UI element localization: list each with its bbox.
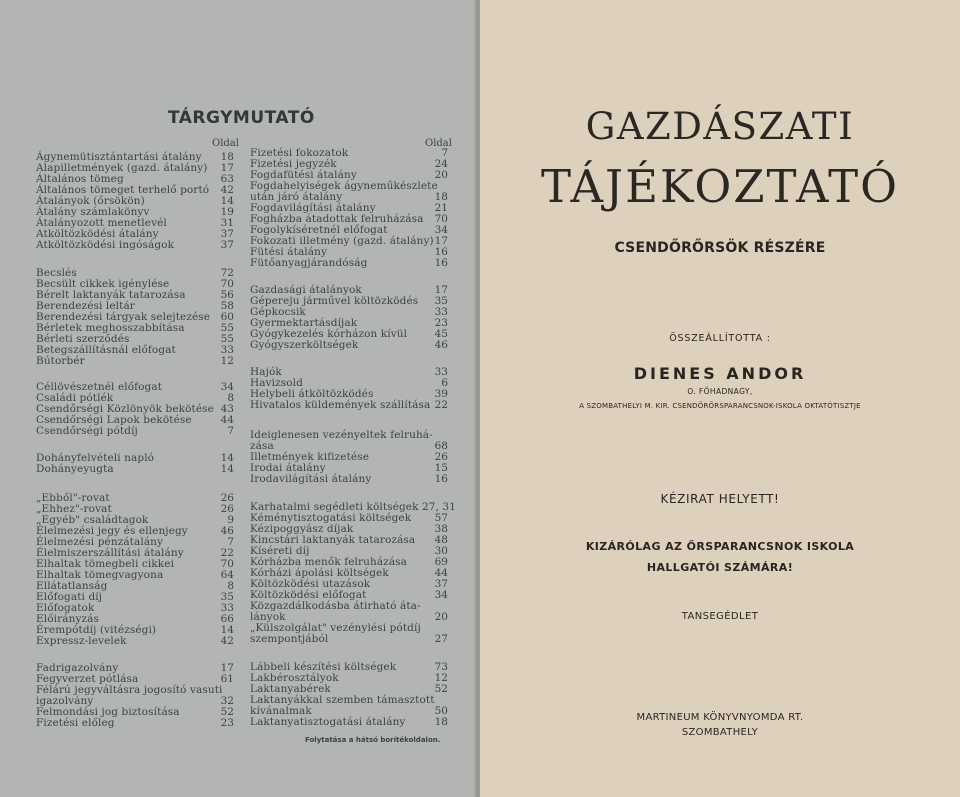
index-entry: Gyermektartásdíjak (250, 317, 358, 329)
index-page-number: 55 (220, 333, 234, 345)
index-page-number: 17 (220, 662, 234, 674)
index-page-number: 39 (434, 388, 448, 400)
index-entry: Atköltözködési ingóságok (36, 239, 175, 251)
index-page-number: 60 (220, 311, 234, 323)
index-entry: Átalányozott menetlevél (36, 217, 167, 229)
index-entry: Csendőrségi pótdíj (36, 425, 138, 437)
index-page-number: 12 (434, 672, 448, 684)
index-page-number: 38 (434, 523, 448, 535)
index-page-number: 12 (220, 355, 234, 367)
index-page-number: 43 (220, 403, 234, 415)
index-entry: Laktanyákkal szemben támasztott (250, 694, 435, 706)
index-page-number: 16 (434, 473, 448, 485)
index-entry: Elhaltak tömegvagyona (36, 569, 164, 581)
index-entry: Kórházi ápolási költségek (250, 567, 389, 579)
index-page-number: 44 (434, 567, 448, 579)
index-entry: után járó átalány (250, 191, 343, 203)
index-page-number: 9 (227, 514, 234, 526)
index-page-number: 35 (434, 295, 448, 307)
index-entry: Hivatalos küldemények szállítása (250, 399, 431, 411)
index-page-number: 26 (434, 451, 448, 463)
index-entry: Helybeli átköltözködés (250, 388, 374, 400)
index-entry: Átalány számlakönyv (36, 206, 150, 218)
index-page-number: 48 (434, 534, 448, 546)
index-page-number: 61 (220, 673, 234, 685)
index-entry: zása (250, 440, 274, 452)
index-entry: Költözködési előfogat (250, 589, 367, 601)
index-page-number: 45 (434, 328, 448, 340)
index-entry: Bérelt laktanyák tatarozása (36, 289, 186, 301)
index-page-number: 14 (220, 624, 234, 636)
index-entry: „Ebből"-rovat (36, 492, 110, 504)
author-rank: O. FŐHADNAGY, (687, 387, 753, 396)
index-entry: Fütőanyagjárandóság (250, 257, 368, 269)
index-page-number: 52 (220, 706, 234, 718)
index-entry: Fogházba átadottak felruházása (250, 213, 424, 225)
index-entry: Ágynemütisztántartási átalány (36, 151, 202, 163)
index-page-number: 34 (434, 589, 448, 601)
index-page-number: 18 (434, 191, 448, 203)
index-page-number: 33 (434, 366, 448, 378)
index-entry: Laktanyabérek (250, 683, 331, 695)
index-page-number: 46 (220, 525, 234, 537)
index-entry: Fizetési előleg (36, 717, 115, 729)
index-page-number: 26 (220, 503, 234, 515)
index-page-number: 18 (434, 716, 448, 728)
index-page-number: 22 (434, 399, 448, 411)
index-entry: Élelmezési jegy és ellenjegy (36, 525, 188, 537)
index-entry: Kíséreti díj (250, 545, 310, 557)
index-page-number: 17 (220, 162, 234, 174)
index-entry: Bútorbér (36, 355, 85, 367)
index-entry: Illetmények kifizetése (250, 451, 370, 463)
index-page-number: 33 (220, 602, 234, 614)
index-entry: Átalányok (őrsökön) (36, 195, 145, 207)
index-entry: Költözködési utazások (250, 578, 371, 590)
publisher: MARTINEUM KÖNYVNYOMDA RT. (636, 712, 804, 723)
index-entry: Alapilletmények (gazd. átalány) (36, 162, 208, 174)
index-entry: Berendezési leltár (36, 300, 135, 312)
index-page-number: 7 (227, 425, 234, 437)
index-page-number: 56 (220, 289, 234, 301)
index-entry: Ideiglenesen vezényeltek felruhá- (250, 429, 433, 441)
index-entry: lányok (250, 611, 286, 623)
index-entry: Fizetési fokozatok (250, 147, 349, 159)
index-page-number: 27 (434, 633, 448, 645)
index-page-number: 55 (220, 322, 234, 334)
index-page-number: 16 (434, 246, 448, 258)
index-page-number: 23 (220, 717, 234, 729)
page-column-label-left: Oldal (212, 138, 239, 149)
index-entry: Csendőrségi Közlönyök bekötése (36, 403, 214, 415)
exclusive-note-2: HALLGATÓI SZÁMÁRA! (646, 561, 794, 574)
page-column-label-right: Oldal (425, 138, 452, 149)
index-page-number: 8 (227, 392, 234, 404)
index-page-number: 44 (220, 414, 234, 426)
index-page-number: 70 (434, 213, 448, 225)
index-page-number: 18 (220, 151, 234, 163)
index-page-number: 19 (220, 206, 234, 218)
index-entry: Félárú jegyváltásra jogosító vasuti (36, 684, 223, 696)
author-affiliation: A SZOMBATHELYI M. KIR. CSENDŐRŐRSPARANCSNOK-ISKOLA OKTATÓTISZTJE (579, 402, 861, 410)
index-entry: Kézipoggyász díjak (250, 523, 354, 535)
index-page-number: 30 (434, 545, 448, 557)
index-page-number: 46 (434, 339, 448, 351)
index-page-number: 42 (220, 184, 234, 196)
index-page-number: 73 (434, 661, 448, 673)
title-line-1: GAZDÁSZATI (585, 105, 855, 148)
index-page-number: 37 (220, 239, 234, 251)
index-page-number: 69 (434, 556, 448, 568)
index-entry: Laktanyatisztogatási átalány (250, 716, 406, 728)
index-page-number: 33 (220, 344, 234, 356)
index-entry: Kincstári laktanyák tatarozása (250, 534, 416, 546)
index-entry: Kórházba menők felruházása (250, 556, 408, 568)
index-entry: Fegyverzet pótlása (36, 673, 139, 685)
index-entry: Karhatalmi segédleti költségek 27, 31 (250, 501, 456, 513)
index-entry: Havizsold (250, 377, 303, 389)
index-entry: Fizetési jegyzék (250, 158, 337, 170)
subtitle: CSENDŐRŐRSÖK RÉSZÉRE (614, 240, 826, 256)
index-entry: Fogolykíséretnél előfogat (250, 224, 388, 236)
index-page-number: 50 (434, 705, 448, 717)
index-page-number: 24 (434, 158, 448, 170)
index-entry: Gazdasági átalányok (250, 284, 362, 296)
index-entry: Gyógykezelés kórházon kívül (250, 328, 408, 340)
index-entry: Előfogatok (36, 602, 95, 614)
index-entry: Gépereju járművel költözködés (250, 295, 419, 307)
index-entry: Fütési átalány (250, 246, 328, 258)
index-page-number: 7 (441, 147, 448, 159)
index-entry: „Külszolgálat" vezénylési pótdíj (250, 622, 421, 634)
index-page-number: 20 (434, 611, 448, 623)
index-entry: Elhaltak tömegbeli cikkei (36, 558, 175, 570)
compiled-by: ÖSSZEÁLLÍTOTTA : (669, 333, 771, 344)
index-page-number: 35 (220, 591, 234, 603)
index-page-number: 14 (220, 195, 234, 207)
index-entry: Irodai átalány (250, 462, 326, 474)
index-entry: Felmondási jog biztosítása (36, 706, 180, 718)
index-entry: Betegszállításnál előfogat (36, 344, 176, 356)
index-page-number: 34 (220, 381, 234, 393)
index-entry: Előfogati díj (36, 591, 103, 603)
index-page-number: 22 (220, 547, 234, 559)
index-page-number: 64 (220, 569, 234, 581)
index-entry: Általános tömeget terhelő portó (36, 184, 210, 196)
index-entry: Előirányzás (36, 613, 99, 625)
index-page-number: 26 (220, 492, 234, 504)
exclusive-note-1: KIZÁRÓLAG AZ ŐRSPARANCSNOK ISKOLA (585, 540, 855, 553)
index-entry: Becslés (36, 267, 77, 279)
index-entry: Családi pótlék (36, 392, 114, 404)
index-page-number: 15 (434, 462, 448, 474)
index-entry: „Egyéb" családtagok (36, 514, 149, 526)
index-page-number: 14 (220, 463, 234, 475)
index-page-number: 33 (434, 306, 448, 318)
publisher-city: SZOMBATHELY (681, 727, 759, 738)
index-page-number: 31 (220, 217, 234, 229)
index-entry: szempontjából (250, 633, 329, 645)
index-entry: Fadrigazolvány (36, 662, 119, 674)
index-entry: Általános tömeg (36, 173, 124, 185)
index-page-number: 70 (220, 278, 234, 290)
index-page-number: 6 (441, 377, 448, 389)
index-entry: Csendőrségi Lapok bekötése (36, 414, 192, 426)
index-page-number: 20 (434, 169, 448, 181)
index-page-number: 72 (220, 267, 234, 279)
index-entry: Lábbeli készítési költségek (250, 661, 397, 673)
index-page-number: 21 (434, 202, 448, 214)
index-page-number: 17 (434, 235, 448, 247)
index-page-number: 68 (434, 440, 448, 452)
index-page-number: 17 (434, 284, 448, 296)
index-entry: Bérletek meghosszabbítása (36, 322, 185, 334)
index-entry: Bérleti szerződés (36, 333, 130, 345)
author-name: DIENES ANDOR (633, 364, 807, 383)
index-entry: Ellátatlanság (36, 580, 108, 592)
index-entry: Gyógyszerköltségek (250, 339, 359, 351)
index-page-number: 34 (434, 224, 448, 236)
index-entry: Élelmezési pénzátalány (36, 536, 164, 548)
index-page-number: 16 (434, 257, 448, 269)
index-page-number: 7 (227, 536, 234, 548)
index-entry: Fogdafütési átalány (250, 169, 357, 181)
teaching-aid: TANSEGÉDLET (681, 611, 759, 622)
index-page-number: 66 (220, 613, 234, 625)
index-page-number: 42 (220, 635, 234, 647)
index-page-number: 37 (434, 578, 448, 590)
index-page-number: 57 (434, 512, 448, 524)
index-page-number: 37 (220, 228, 234, 240)
manuscript-note: KÉZIRAT HELYETT! (660, 492, 780, 506)
index-entry: Berendezési tárgyak selejtezése (36, 311, 211, 323)
index-entry: Fokozati illetmény (gazd. átalány) (250, 235, 434, 247)
index-entry: Dohányfelvételi napló (36, 452, 155, 464)
index-entry: Fogdahelyiségek ágyneműkészlete (250, 180, 438, 192)
title-page (480, 0, 960, 797)
index-entry: Hajók (250, 366, 282, 378)
index-entry: Gépkocsik (250, 306, 306, 318)
index-page-number: 8 (227, 580, 234, 592)
index-page-number: 70 (220, 558, 234, 570)
continuation-note: Folytatása a hátsó borítékoldalon. (305, 736, 441, 744)
index-entry: Fogdavilágítási átalány (250, 202, 376, 214)
index-title: TÁRGYMUTATÓ (168, 108, 315, 128)
index-page-number: 32 (220, 695, 234, 707)
index-page-number: 23 (434, 317, 448, 329)
index-entry: Élelmiszerszállítási átalány (36, 547, 184, 559)
index-entry: Érempótdíj (vitézségi) (36, 624, 157, 636)
index-entry: kívánalmak (250, 705, 312, 717)
index-entry: Lakbérosztályok (250, 672, 339, 684)
index-entry: Dohányeyugta (36, 463, 114, 475)
index-entry: Kéménytisztogatási költségek (250, 512, 412, 524)
index-page-number: 58 (220, 300, 234, 312)
index-page-number: 63 (220, 173, 234, 185)
index-entry: Közgazdálkodásba átirható áta- (250, 600, 421, 612)
index-entry: Irodavilágítási átalány (250, 473, 372, 485)
index-entry: „Ehhez"-rovat (36, 503, 112, 515)
index-page-number: 52 (434, 683, 448, 695)
index-page-number: 14 (220, 452, 234, 464)
title-line-2: TÁJÉKOZTATÓ (540, 160, 899, 213)
index-entry: igazolvány (36, 695, 94, 707)
index-entry: Becsült cikkek igénylése (36, 278, 170, 290)
index-entry: Céllövészetnél előfogat (36, 381, 163, 393)
index-entry: Atköltözködési átalány (36, 228, 159, 240)
index-entry: Expressz-levelek (36, 635, 127, 647)
